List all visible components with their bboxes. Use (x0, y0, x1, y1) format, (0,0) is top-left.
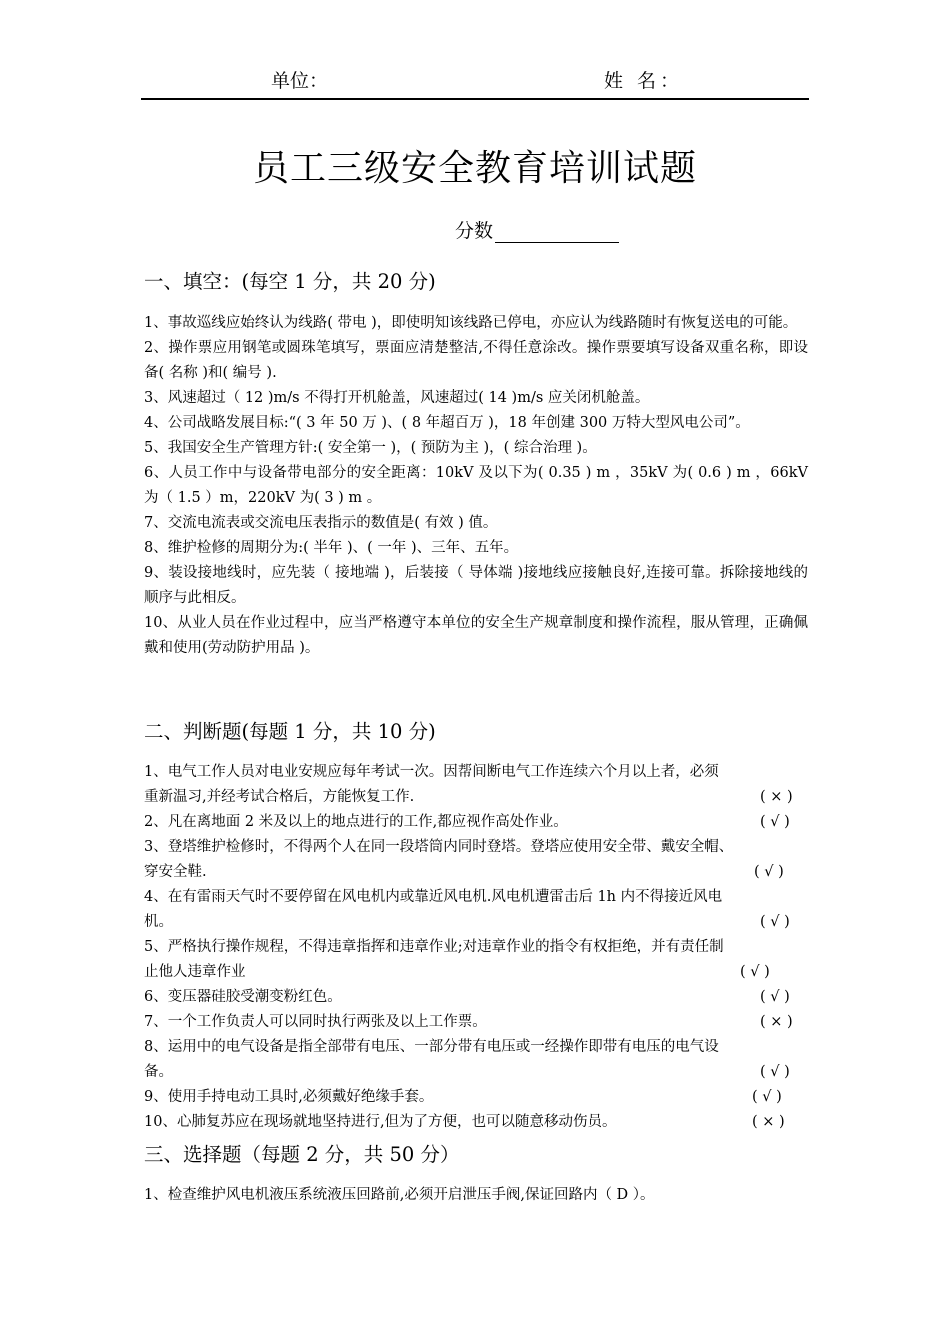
judgment-text: 备。 (144, 1064, 173, 1080)
judgment-text: 1、电气工作人员对电业安规应每年考试一次。因帮间断电气工作连续六个月以上者，必须 (144, 764, 719, 780)
fill-blank-item: 8、维护检修的周期分为:( 半年 )、( 一年 )、三年、五年。 (144, 540, 519, 556)
unit-label: 单位： (271, 70, 329, 92)
judgment-text: 机。 (144, 914, 173, 930)
fill-blank-item: 7、交流电流表或交流电压表指示的数值是( 有效 ) 值。 (144, 515, 498, 531)
judgment-text: 6、变压器硅胶受潮变粉红色。 (144, 989, 342, 1005)
fill-blank-item: 3、风速超过（ 12 )m/s 不得打开机舱盖，风速超过( 14 )m/s 应关闭机舱盖。 (144, 390, 650, 406)
fill-blank-list (144, 311, 808, 661)
judgment-text: 穿安全鞋. (144, 864, 207, 880)
choice-item: 1、检查维护风电机液压系统液压回路前,必须开启泄压手阀,保证回路内（ D ）。 (144, 1187, 655, 1203)
fill-blank-item: 1、事故巡线应始终认为线路( 带电 )，即使明知该线路已停电，亦应认为线路随时有恢复送电的可能。 (144, 315, 798, 331)
judgment-answer: ( × ) (760, 1014, 793, 1030)
judgment-answer: ( √ ) (760, 814, 790, 830)
judgment-item (144, 1085, 808, 1110)
judgment-text: 7、一个工作负责人可以同时执行两张及以上工作票。 (144, 1014, 487, 1030)
judgment-item (144, 1110, 808, 1135)
judgment-answer: ( √ ) (740, 964, 770, 980)
judgment-item (144, 785, 808, 810)
judgment-text: 10、心肺复苏应在现场就地坚持进行,但为了方便，也可以随意移动伤员。 (144, 1114, 617, 1130)
judgment-item (144, 910, 808, 935)
fill-blank-item: 4、公司战略发展目标:“( 3 年 50 万 )、( 8 年超百万 )，18 年创建 300 万特大型风电公司”。 (144, 415, 750, 431)
section-heading-choice: 三、选择题（每题 2 分，共 50 分） (144, 1143, 460, 1166)
judgment-item (144, 860, 808, 885)
fill-blank-item: 9、装设接地线时，应先装（ 接地端 )，后装接（ 导体端 )接地线应接触良好,连接可靠。拆除接地线的顺序与此相反。 (144, 565, 808, 606)
section-heading-judgment: 二、判断题(每题 1 分，共 10 分) (144, 720, 436, 743)
fill-blank-item: 10、从业人员在作业过程中，应当严格遵守本单位的安全生产规章制度和操作流程，服从管理，正确佩戴和使用(劳动防护用品 )。 (144, 615, 808, 656)
judgment-item (144, 810, 808, 835)
judgment-text: 5、严格执行操作规程，不得违章指挥和违章作业;对违章作业的指令有权拒绝，并有责任制 (144, 939, 724, 955)
judgment-text: 8、运用中的电气设备是指全部带有电压、一部分带有电压或一经操作即带有电压的电气设 (144, 1039, 719, 1055)
judgment-text: 重新温习,并经考试合格后，方能恢复工作. (144, 789, 415, 805)
judgment-text: 止他人违章作业 (144, 964, 246, 980)
choice-list (144, 1183, 808, 1208)
judgment-item (144, 960, 808, 985)
judgment-item (144, 1060, 808, 1085)
judgment-text: 9、使用手持电动工具时,必须戴好绝缘手套。 (144, 1089, 434, 1105)
name-label: 姓 名： (604, 70, 684, 92)
fill-blank-item: 6、人员工作中与设备带电部分的安全距离：10kV 及以下为( 0.35 ) m ，35kV 为( 0.6 ) m ，66kV 为（ 1.5 ）m，220kV 为( 3 ) m 。 (144, 465, 808, 506)
page-title: 员工三级安全教育培训试题 (252, 148, 697, 189)
judgment-item (144, 985, 808, 1010)
judgment-answer: ( √ ) (760, 914, 790, 930)
judgment-answer: ( √ ) (752, 1089, 782, 1105)
score-blank (495, 220, 619, 243)
judgment-answer: ( √ ) (754, 864, 784, 880)
judgment-list (144, 760, 808, 1135)
judgment-answer: ( × ) (752, 1114, 785, 1130)
judgment-answer: ( √ ) (760, 989, 790, 1005)
header-divider (141, 98, 809, 100)
judgment-text: 3、登塔维护检修时，不得两个人在同一段塔筒内同时登塔。登塔应使用安全带、戴安全帽、 (144, 839, 734, 855)
judgment-answer: ( √ ) (760, 1064, 790, 1080)
judgment-text: 4、在有雷雨天气时不要停留在风电机内或靠近风电机.风电机遭雷击后 1h 内不得接近风电 (144, 889, 723, 905)
judgment-answer: ( × ) (760, 789, 793, 805)
judgment-text: 2、凡在离地面 2 米及以上的地点进行的工作,都应视作高处作业。 (144, 814, 568, 830)
section-heading-fill: 一、填空：(每空 1 分，共 20 分) (144, 270, 436, 293)
score-field (455, 216, 619, 243)
fill-blank-item: 2、操作票应用钢笔或圆珠笔填写，票面应清楚整洁,不得任意涂改。操作票要填写设备双重名称，即设备( 名称 )和( 编号 ). (144, 340, 808, 381)
fill-blank-item: 5、我国安全生产管理方针:( 安全第一 )，( 预防为主 )，( 综合治理 )。 (144, 440, 597, 456)
judgment-item (144, 1010, 808, 1035)
score-label: 分数 (455, 220, 494, 242)
header (141, 64, 809, 98)
